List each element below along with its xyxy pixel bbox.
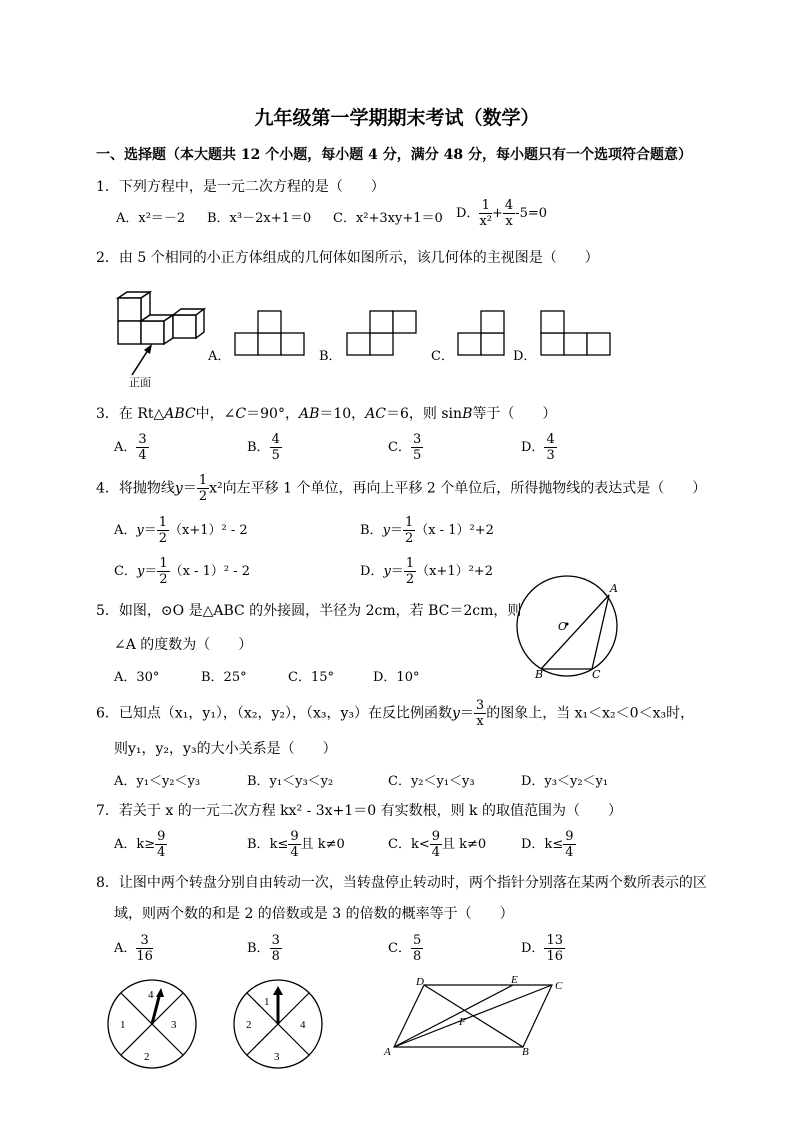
page-title: 九年级第一学期期末考试（数学） (254, 107, 540, 129)
para-label-b: B (522, 1046, 529, 1058)
q2-option-d-figure (540, 309, 612, 357)
q1-option-d: D． $\frac{1}{\text{x²}}$ + $\frac{4}{x}$ -5=0 (456, 198, 547, 229)
front-arrow (128, 342, 158, 378)
q5-option-b: B．25° (201, 670, 247, 685)
q3-option-c: C． $\frac{3}{5}$ (388, 432, 422, 463)
question-8-line2: 域，则两个数的和是 2 的倍数或是 3 的倍数的概率等于（ ） (114, 906, 514, 922)
spinner2-num-left: 2 (246, 1019, 252, 1031)
para-label-d: D (416, 976, 424, 988)
front-label: 正面 (129, 376, 151, 389)
question-4-stem: 4．将抛物线y＝ $\frac{1}{2}$ x²向左平移 1 个单位，再向上平移 2 个单位后，所得抛物线的表达式是（ ） (96, 473, 707, 504)
q3-option-b: B． $\frac{4}{5}$ (247, 432, 280, 463)
para-label-e: E (511, 975, 518, 986)
question-5-line2: ∠A 的度数为（ ） (114, 637, 253, 653)
fig5-label-o: O (558, 620, 568, 633)
spinner1-num-top: 4 (148, 989, 154, 1001)
fig5-label-b: B (535, 668, 544, 681)
question-3-stem: 3．在 Rt△ABC中，∠C＝90°，AB＝10，AC＝6，则 sinB等于（ ） (96, 406, 557, 422)
spinner2-num-right: 4 (300, 1019, 306, 1031)
q6-option-c: C．y₂＜y₁＜y₃ (388, 774, 475, 789)
q4-option-a: A．y＝ $\frac{1}{2}$ （x+1）² - 2 (114, 515, 248, 546)
question-1-stem: 1．下列方程中，是一元二次方程的是（ ） (96, 179, 385, 195)
q6-option-a: A．y₁＜y₂＜y₃ (114, 774, 201, 789)
cube-solid-figure (108, 288, 208, 358)
q1-option-c: C．x²+3xy+1＝0 (333, 211, 443, 226)
spinner1-num-right: 3 (171, 1019, 177, 1031)
q5-option-d: D．10° (373, 670, 420, 685)
q1-option-a: A．x²＝－2 (116, 211, 186, 226)
question-2-stem: 2．由 5 个相同的小正方体组成的几何体如图所示，该几何体的主视图是（ ） (96, 250, 599, 266)
spinner2-num-top: 1 (264, 996, 270, 1008)
q3-option-a: A． $\frac{3}{4}$ (114, 432, 147, 463)
q2-option-c-figure (457, 309, 507, 357)
q8-option-c: C． $\frac{5}{8}$ (388, 933, 422, 964)
spinner1-num-bottom: 2 (144, 1051, 150, 1063)
q6-option-b: B．y₁＜y₃＜y₂ (247, 774, 334, 789)
para-label-f: F (459, 1016, 466, 1028)
spinner1-num-left: 1 (120, 1019, 126, 1031)
question-5-line1: 5．如图，⊙O 是△ABC 的外接圆，半径为 2cm，若 BC＝2cm，则 (96, 603, 522, 619)
q2-option-c-label: C． (431, 349, 454, 364)
q2-option-b-figure (346, 309, 418, 357)
parallelogram-figure (380, 975, 580, 1060)
fig5-label-a: A (610, 582, 618, 595)
spinner-2 (232, 978, 324, 1070)
q5-option-a: A．30° (114, 670, 160, 685)
q2-option-a-label: A． (208, 349, 231, 364)
q1-option-b: B．x³－2x+1＝0 (207, 211, 312, 226)
q5-option-c: C．15° (288, 670, 334, 685)
q3-option-d: D． $\frac{4}{3}$ (521, 432, 555, 463)
q7-option-c: C．k< $\frac{9}{4}$ 且 k≠0 (388, 829, 487, 860)
q2-option-d-label: D． (513, 349, 537, 364)
q7-option-d: D．k≤ $\frac{9}{4}$ (521, 829, 574, 860)
spinner-1 (106, 978, 198, 1070)
q4-option-c: C．y＝ $\frac{1}{2}$ （x - 1）² - 2 (114, 556, 251, 587)
q8-option-b: B． $\frac{3}{8}$ (247, 933, 280, 964)
question-8-line1: 8．让图中两个转盘分别自由转动一次，当转盘停止转动时，两个指针分别落在某两个数所表示的区 (96, 875, 707, 891)
q4-option-d: D．y＝ $\frac{1}{2}$ （x+1）²+2 (360, 556, 493, 587)
q8-option-a: A． $\frac{3}{16}$ (114, 933, 153, 964)
q2-option-b-label: B． (319, 349, 342, 364)
fig5-label-c: C (592, 668, 601, 681)
q8-option-d: D． $\frac{13}{16}$ (521, 933, 563, 964)
question-7-stem: 7．若关于 x 的一元二次方程 kx² - 3x+1＝0 有实数根，则 k 的取值范围为（ ） (96, 803, 622, 819)
q7-option-b: B．k≤ $\frac{9}{4}$ 且 k≠0 (247, 829, 345, 860)
q6-option-d: D．y₃＜y₂＜y₁ (521, 774, 609, 789)
para-label-a: A (384, 1046, 391, 1058)
question-6-line2: 则y₁，y₂，y₃的大小关系是（ ） (114, 741, 337, 757)
spinner2-num-bottom: 3 (274, 1051, 280, 1063)
q4-option-b: B．y＝ $\frac{1}{2}$ （x - 1）²+2 (360, 515, 494, 546)
question-6-line1: 6．已知点（x₁，y₁），（x₂，y₂），（x₃，y₃）在反比例函数y＝ $\frac{3}{x}$ 的图象上，当 x₁＜x₂＜0＜x₃时， (96, 698, 695, 729)
section-header: 一、选择题（本大题共 12 个小题，每小题 4 分，满分 48 分，每小题只有一个选项符合题意） (96, 147, 692, 163)
q7-option-a: A．k≥ $\frac{9}{4}$ (114, 829, 166, 860)
para-label-c: C (555, 980, 563, 992)
q2-option-a-figure (234, 309, 306, 357)
